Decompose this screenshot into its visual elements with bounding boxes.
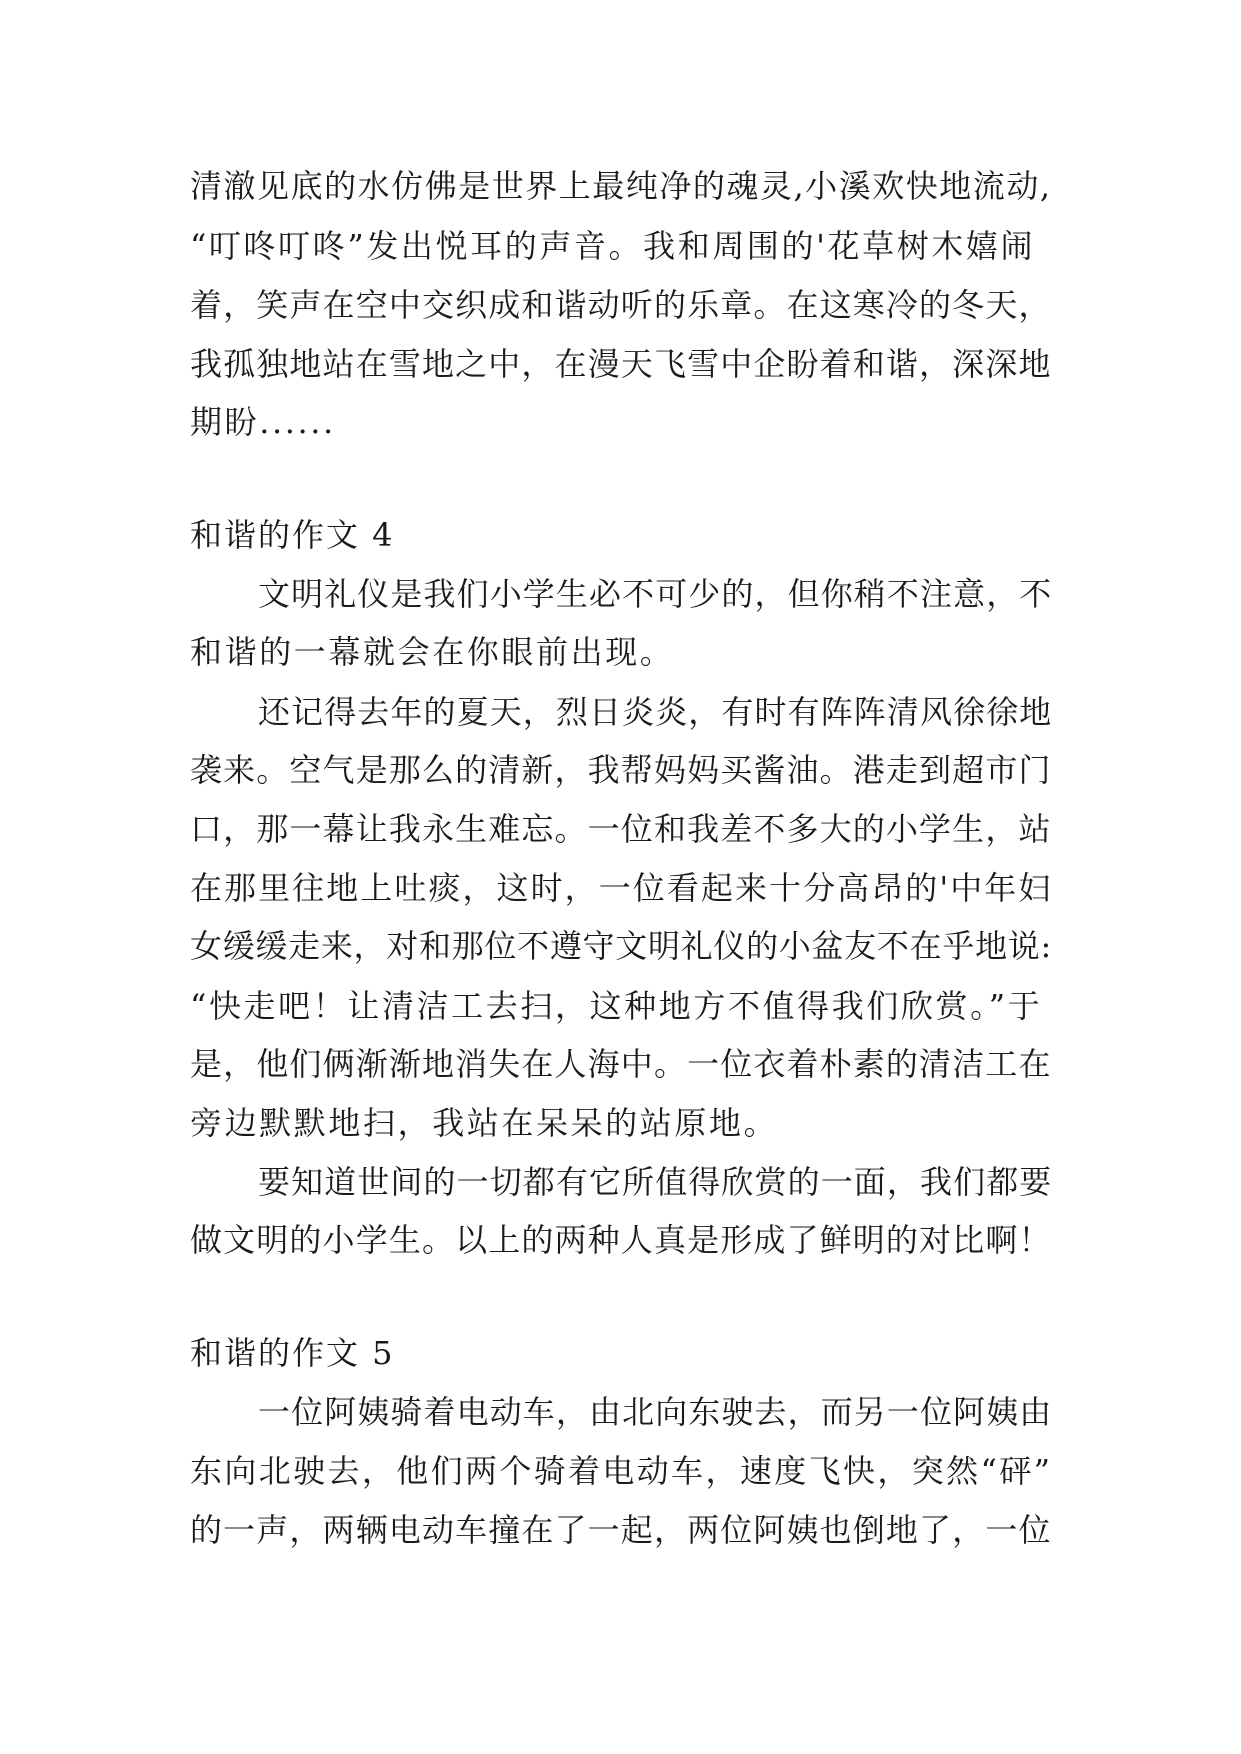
essay4-line-12: 做文明的小学生。以上的两种人真是形成了鲜明的对比啊！ [190,1221,1052,1259]
essay4-line-6: 在那里往地上吐痰，这时，一位看起来十分高昂的'中年妇 [190,869,1053,907]
essay4-line-11: 要知道世间的一切都有它所值得欣赏的一面，我们都要 [258,1163,1053,1201]
essay5-title: 和谐的作文 5 [190,1334,395,1372]
essay4-line-2: 和谐的一幕就会在你眼前出现。 [190,633,675,671]
essay4-line-8: “快走吧！让清洁工去扫，这种地方不值得我们欣赏。”于 [190,987,1043,1025]
essay5-line-3: 的一声，两辆电动车撞在了一起，两位阿姨也倒地了，一位 [190,1511,1052,1549]
essay4-line-5: 口，那一幕让我永生难忘。一位和我差不多大的小学生，站 [190,810,1052,848]
essay4-line-1: 文明礼仪是我们小学生必不可少的，但你稍不注意，不 [258,575,1053,613]
intro-line-5: 期盼...... [190,403,336,441]
essay4-line-10: 旁边默默地扫，我站在呆呆的站原地。 [190,1104,779,1142]
essay4-title: 和谐的作文 4 [190,516,395,554]
intro-line-4: 我孤独地站在雪地之中，在漫天飞雪中企盼着和谐，深深地 [190,345,1052,383]
intro-line-3: 着，笑声在空中交织成和谐动听的乐章。在这寒冷的冬天， [190,286,1052,324]
essay4-line-4: 袭来。空气是那么的清新，我帮妈妈买酱油。港走到超市门 [190,751,1052,789]
essay5-line-1: 一位阿姨骑着电动车，由北向东驶去，而另一位阿姨由 [258,1393,1053,1431]
essay4-line-7: 女缓缓走来，对和那位不遵守文明礼仪的小盆友不在乎地说: [190,927,1052,965]
intro-line-2: “叮咚叮咚”发出悦耳的声音。我和周围的'花草树木嬉闹 [190,227,1036,265]
essay4-line-9: 是，他们俩渐渐地消失在人海中。一位衣着朴素的清洁工在 [190,1045,1052,1083]
essay5-line-2: 东向北驶去，他们两个骑着电动车，速度飞快，突然“砰” [190,1452,1053,1490]
essay4-line-3: 还记得去年的夏天，烈日炎炎，有时有阵阵清风徐徐地 [258,693,1053,731]
intro-line-1: 清澈见底的水仿佛是世界上最纯净的魂灵,小溪欢快地流动, [190,167,1052,205]
